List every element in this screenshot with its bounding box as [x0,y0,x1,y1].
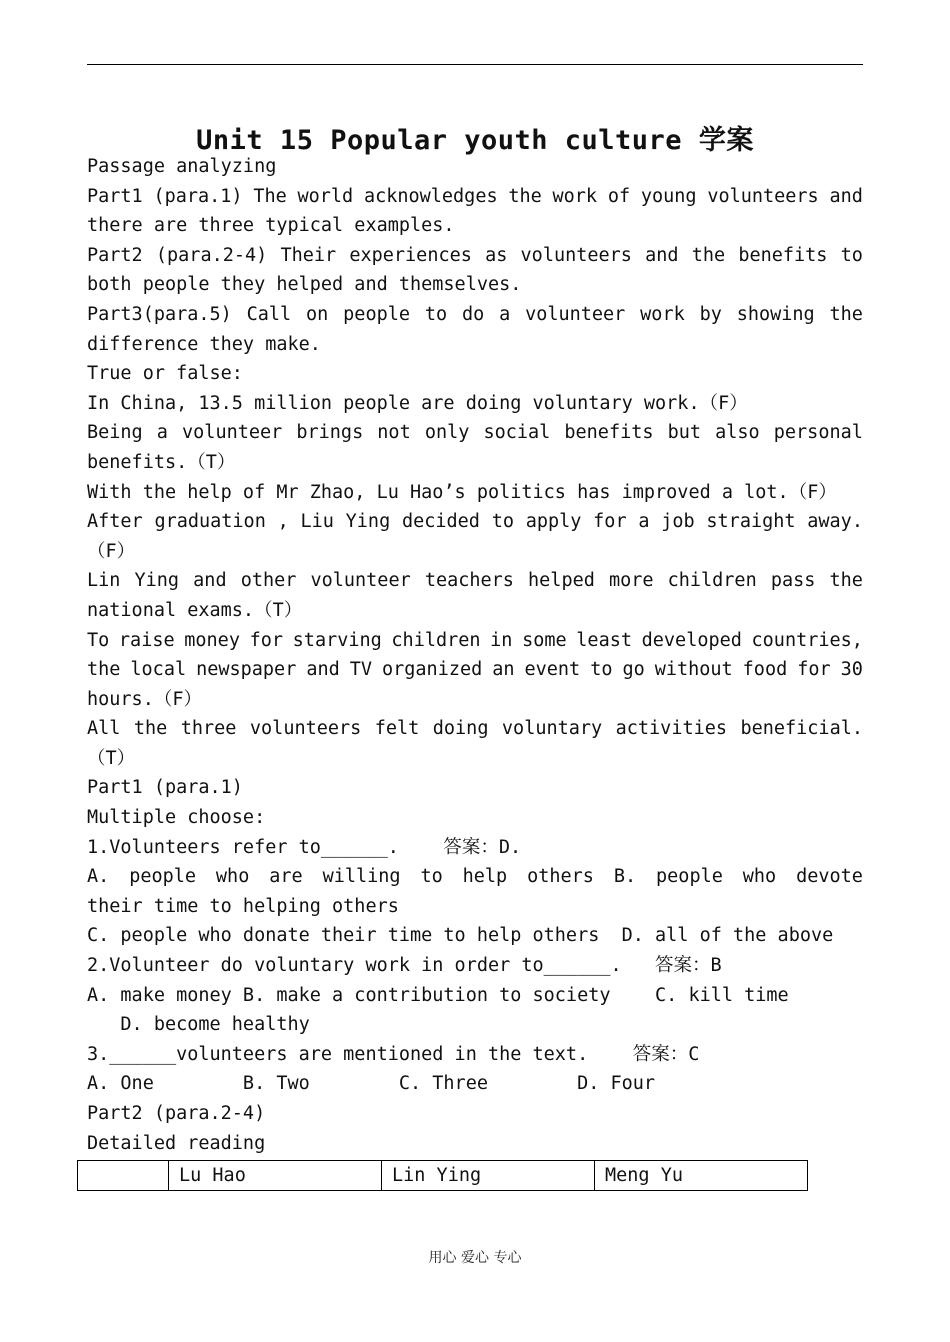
text-line [87,300,863,330]
text-line: national exams.（T） [87,599,303,621]
table-row [78,1161,808,1191]
word: other [240,570,297,592]
word: world [297,185,354,207]
word: organized [382,659,483,681]
word: To [87,629,110,651]
text-line: 1.Volunteers refer to______. 答案：D. [87,836,522,858]
word: without [654,659,733,681]
word: 30 [840,659,863,681]
header-rule [87,64,863,65]
detailed-reading-table [77,1160,808,1191]
word: a [499,303,511,325]
text-line: Part2 (para.2-4) [87,1103,266,1124]
word: A. [87,866,110,888]
word: B. [613,866,637,888]
word: acknowledges [363,185,498,207]
word: to [491,511,514,533]
word: TV [349,659,373,681]
table-header-cell [78,1161,169,1191]
word: the [508,185,542,207]
word: straight [706,511,796,533]
word: do [461,303,485,325]
word: children [667,570,757,592]
word: developed [641,629,742,651]
word: volunteer [310,570,411,592]
word: All [87,718,121,740]
word: devote [796,866,863,888]
word: Part3(para.5) [87,303,232,325]
word: brings [296,422,364,444]
word: activities [615,718,728,740]
word: and [829,185,863,207]
word: by [699,303,722,325]
word: an [492,659,515,681]
text-line: C. people who donate their time to help others D. all of the above [87,925,834,947]
text-line [87,418,863,448]
word: newspaper [196,659,297,681]
word: apply [525,511,582,533]
page-title: Unit 15 Popular youth culture 学案 [196,125,754,156]
word: willing [322,866,401,888]
text-line: 3.______volunteers are mentioned in the text. 答案：C [87,1043,700,1065]
word: the [87,659,121,681]
text-line: their time to helping others [87,895,399,917]
word: people [656,866,723,888]
word: others [527,866,594,888]
word: Ying [345,511,391,533]
word: who [742,866,777,888]
word: volunteers [520,244,632,266]
table-header-cell: Meng Yu [595,1161,808,1191]
text-line: 2.Volunteer do voluntary work in order to______. 答案：B [87,955,722,977]
word: benefits [738,244,828,266]
word: volunteer [182,422,283,444]
text-line [87,714,863,744]
text-line: With the help of Mr Zhao, Lu Hao’s politics has improved a lot.（F） [87,481,837,503]
word: After [87,511,143,533]
word: personal [773,422,863,444]
word: to [420,866,443,888]
word: countries, [751,629,863,651]
text-line [87,655,863,685]
word: event [524,659,581,681]
word: food [742,659,788,681]
text-line: A. One B. Two C. Three D. Four [87,1073,656,1095]
word: and [193,570,227,592]
word: a [638,511,650,533]
word: Part1 [87,185,143,207]
text-line: A. make money B. make a contribution to society C. kill time [87,984,789,1006]
document-body [87,152,863,1158]
word: in [490,629,513,651]
word: and [645,244,679,266]
word: helped [528,570,595,592]
word: volunteers [249,718,362,740]
word: job [661,511,695,533]
word: go [622,659,645,681]
word: felt [374,718,420,740]
text-line: D. become healthy [87,1014,310,1036]
word: also [715,422,760,444]
word: showing [736,303,815,325]
word: Call [246,303,292,325]
table-header-cell: Lin Ying [382,1161,595,1191]
text-line [87,626,863,656]
word: beneficial. [740,718,863,740]
word: some [522,629,567,651]
word: more [608,570,654,592]
text-line [87,241,863,271]
word: the [691,244,726,266]
word: of [607,185,631,207]
word: young [640,185,697,207]
word: on [306,303,329,325]
word: Ying [134,570,180,592]
word: the [829,570,863,592]
word: starving [292,629,382,651]
word: social [483,422,551,444]
text-line: （F） [87,540,136,562]
table-header-cell: Lu Hao [169,1161,382,1191]
text-line [87,182,863,212]
text-line: there are three typical examples. [87,215,455,237]
word: who [215,866,250,888]
word: doing [432,718,489,740]
text-line [87,862,863,892]
word: children [391,629,481,651]
word: decided [401,511,480,533]
word: least [576,629,632,651]
text-line: True or false: [87,363,243,385]
word: and [306,659,340,681]
text-line: Part1 (para.1) [87,777,243,799]
word: experiences [349,244,472,266]
text-line: In China, 13.5 million people are doing voluntary work.（F） [87,392,748,414]
word: voluntary [501,718,603,740]
word: Liu [300,511,334,533]
word: Their [280,244,337,266]
word: people [343,303,410,325]
word: a [156,422,168,444]
word: help [462,866,508,888]
word: are [269,866,303,888]
word: money [184,629,240,651]
text-line: Detailed reading [87,1132,266,1154]
text-line: both people they helped and themselves. [87,274,522,296]
word: raise [118,629,175,651]
word: benefits [564,422,654,444]
text-line: benefits.（T） [87,451,236,473]
word: the [829,303,863,325]
word: volunteers [707,185,819,207]
word: graduation [154,511,266,533]
word: Part2 [87,244,143,266]
word: (para.1) [153,185,243,207]
word: for [249,629,284,651]
text-line: Passage analyzing [87,156,277,177]
word: local [130,659,187,681]
text-line [87,507,863,537]
text-line: （T） [87,747,136,769]
word: Being [87,422,143,444]
page-footer: 用心 爱心 专心 [428,1250,522,1266]
text-line [87,566,863,596]
word: work [552,185,598,207]
word: to [840,244,863,266]
word: , [277,511,289,533]
text-line: Multiple choose: [87,807,266,829]
word: as [485,244,508,266]
word: only [424,422,470,444]
word: for [593,511,627,533]
word: to [424,303,448,325]
word: the [133,718,168,740]
word: The [253,185,287,207]
word: three [180,718,237,740]
word: volunteer [525,303,626,325]
text-line: difference they make. [87,333,321,355]
word: work [640,303,685,325]
text-line: hours.（F） [87,688,202,710]
word: teachers [424,570,514,592]
word: away. [807,511,863,533]
word: people [129,866,197,888]
word: pass [770,570,816,592]
word: but [667,422,702,444]
word: for [797,659,831,681]
word: Lin [87,570,121,592]
word: to [590,659,613,681]
word: not [377,422,411,444]
word: (para.2-4) [155,244,268,266]
